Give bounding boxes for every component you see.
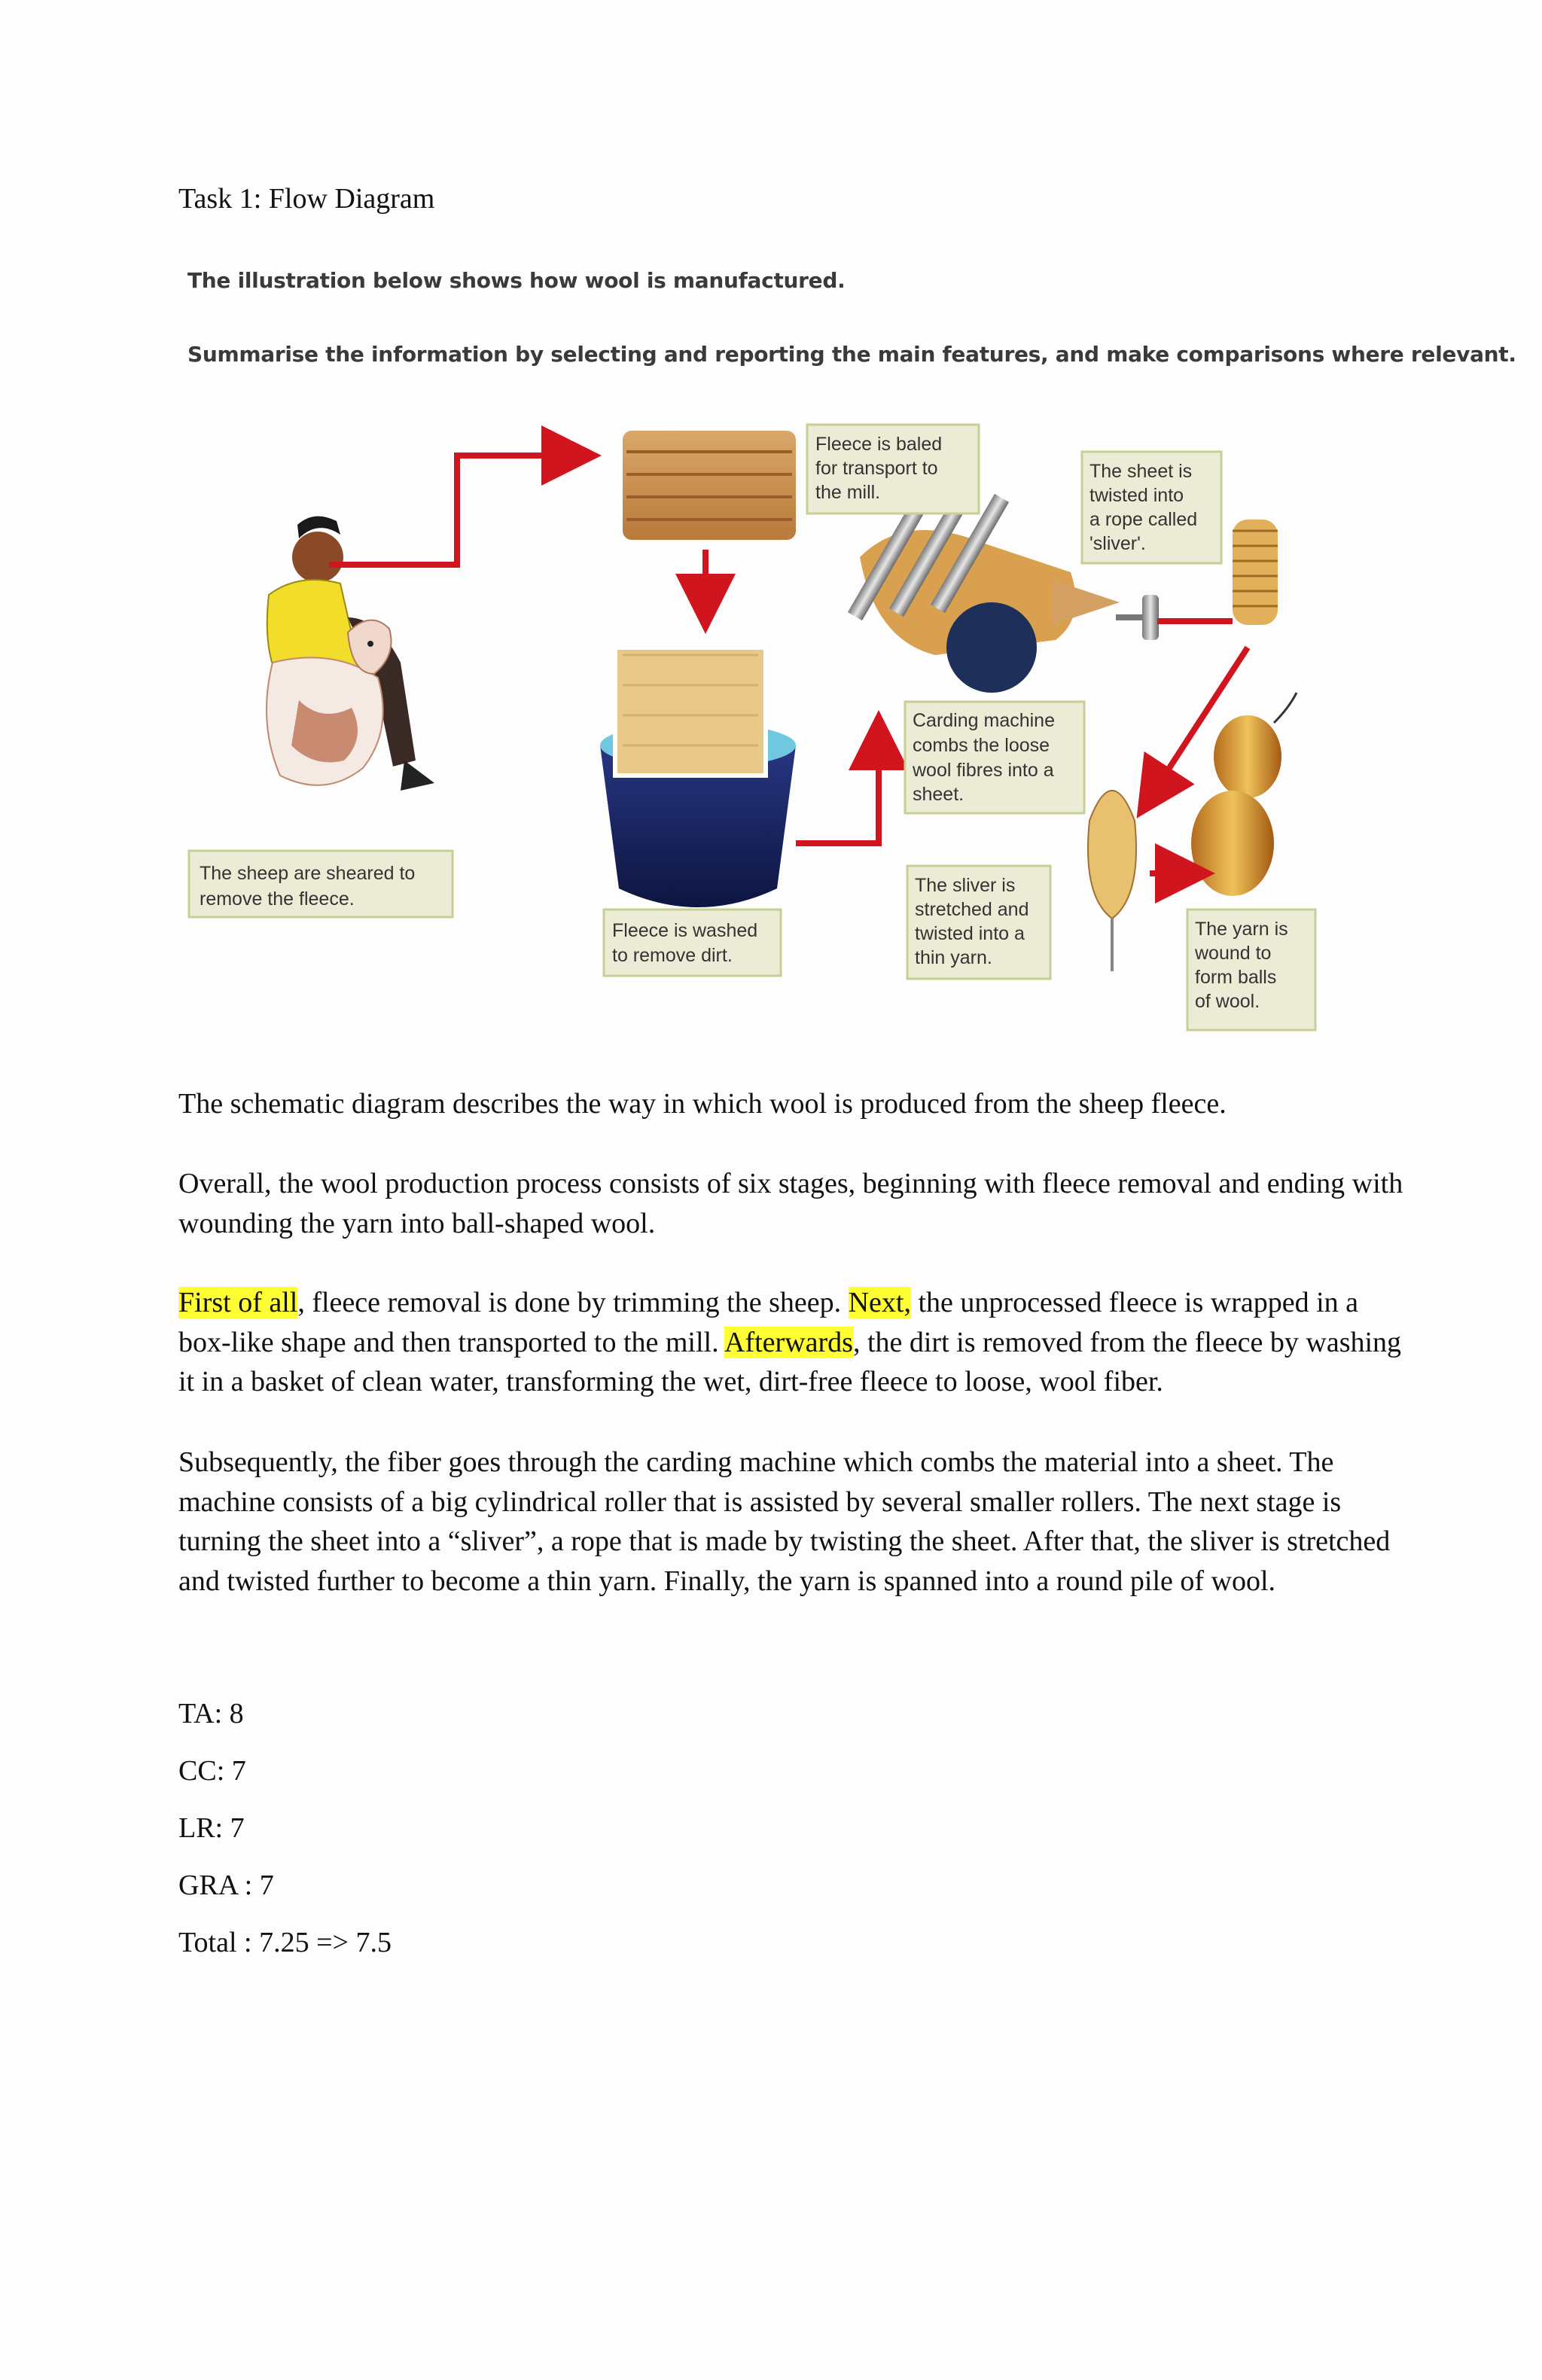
essay-paragraph-1 [178, 1084, 1413, 1124]
wool-ball-illustration [1191, 693, 1297, 896]
svg-text:The sheep are sheared to: The sheep are sheared to [200, 863, 416, 884]
callout-shear [189, 851, 453, 917]
essay-paragraph-2 [178, 1164, 1413, 1243]
svg-text:to remove dirt.: to remove dirt. [612, 945, 733, 966]
svg-text:thin yarn.: thin yarn. [915, 947, 992, 968]
score-total: Total : 7.25 => 7.5 [178, 1927, 392, 1958]
highlight-first-of-all: First of all [178, 1287, 298, 1318]
score-cc: CC: 7 [178, 1755, 246, 1787]
svg-text:twisted into a: twisted into a [915, 923, 1025, 944]
highlight-next: Next, [848, 1287, 911, 1318]
text-segment: , fleece removal is done by trimming the sheep. [297, 1287, 849, 1318]
svg-text:The yarn is: The yarn is [1195, 919, 1288, 940]
wool-process-diagram [178, 407, 1338, 1047]
callout-card [905, 702, 1084, 813]
callout-bale [807, 425, 979, 513]
spinning-bobbin-illustration [1088, 791, 1136, 971]
svg-text:form balls: form balls [1195, 967, 1277, 988]
callout-yarn [1187, 910, 1315, 1030]
task-title: Task 1: Flow Diagram [178, 183, 435, 215]
score-ta: TA: 8 [178, 1698, 244, 1729]
callout-sliver [1082, 452, 1221, 563]
callout-wash [604, 910, 781, 976]
essay-body-1 [178, 1283, 1413, 1402]
svg-text:remove the fleece.: remove the fleece. [200, 888, 355, 910]
text-segment: , the dirt is removed from the fleece by washing it in a basket of clean water, transforming the wet, dirt-free fleece to loose, wool fiber. [178, 1326, 1402, 1397]
essay-paragraph-4 [178, 1443, 1413, 1601]
svg-text:'sliver'.: 'sliver'. [1089, 533, 1146, 554]
essay-paragraph-3 [178, 1283, 1413, 1402]
highlight-afterwards: Afterwards [724, 1326, 853, 1358]
svg-text:wound to: wound to [1195, 943, 1272, 964]
svg-text:Carding machine: Carding machine [913, 710, 1055, 731]
prompt-line-2: Summarise the information by selecting and reporting the main features, and make comparisons where relevant. [187, 342, 1516, 367]
svg-text:twisted into: twisted into [1089, 485, 1184, 506]
svg-text:The sliver is: The sliver is [915, 875, 1016, 896]
washing-tub-illustration [600, 648, 796, 907]
svg-text:for transport to: for transport to [815, 458, 938, 479]
svg-text:The sheet is: The sheet is [1089, 461, 1193, 482]
essay-body-2: Subsequently, the fiber goes through the carding machine which combs the material into a sheet. The machine consists of a big cylindrical roller that is assisted by several smaller rollers. The next stage is turning the sheet into a “sliver”, a rope that is made by twisting the sheet. After that, the sliver is stretched and twisted further to become a thin yarn. Finally, the yarn is spanned into a round pile of wool. [178, 1446, 1391, 1597]
svg-text:the mill.: the mill. [815, 482, 881, 503]
prompt-line-1: The illustration below shows how wool is manufactured. [187, 268, 846, 293]
essay-overview: Overall, the wool production process consists of six stages, beginning with fleece removal and ending with wounding the yarn into ball-shaped wool. [178, 1168, 1403, 1239]
baled-fleece-illustration [623, 431, 796, 540]
svg-text:a rope called: a rope called [1089, 509, 1198, 530]
svg-text:wool fibres into a: wool fibres into a [913, 760, 1054, 781]
text-segment: the unprocessed fleece is wrapped in a box-like shape and then transported to the mill. [178, 1287, 1359, 1358]
score-gra: GRA : 7 [178, 1870, 274, 1901]
svg-text:Fleece is washed: Fleece is washed [612, 920, 758, 941]
sheep-shearing-illustration [267, 517, 434, 791]
svg-text:stretched and: stretched and [915, 899, 1029, 920]
essay-intro: The schematic diagram describes the way in which wool is produced from the sheep fleece. [178, 1088, 1227, 1120]
svg-text:sheet.: sheet. [913, 784, 965, 805]
callout-stretch [907, 866, 1050, 979]
svg-text:Fleece is baled: Fleece is baled [815, 434, 943, 455]
svg-text:of wool.: of wool. [1195, 991, 1260, 1012]
score-lr: LR: 7 [178, 1812, 245, 1844]
svg-text:combs the loose: combs the loose [913, 735, 1050, 756]
